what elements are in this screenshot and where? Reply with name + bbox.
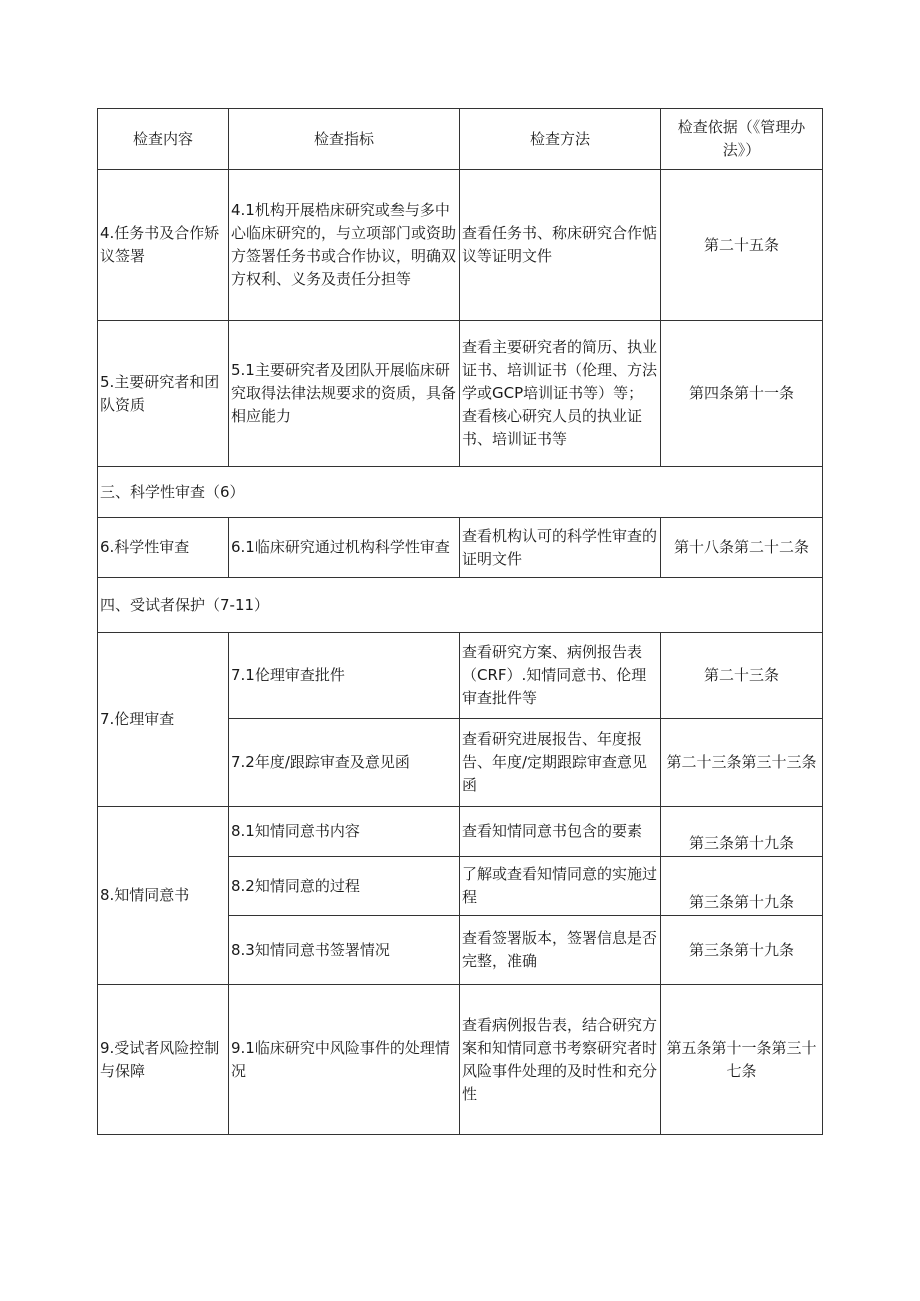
row-method: 查看病例报告表，结合研究方案和知情同意书考察研究者时风险事件处理的及时性和充分性 — [460, 985, 661, 1135]
table-row — [98, 321, 823, 467]
row-content: 5.主要研究者和团队资质 — [98, 321, 229, 467]
table-row — [98, 985, 823, 1135]
row-basis: 第三条第十九条 — [661, 857, 823, 916]
row-basis: 第二十三条 — [661, 633, 823, 719]
row-indicator: 5.1主要研究者及团队开展临床研究取得法律法规要求的资质，具备相应能力 — [229, 321, 460, 467]
section-4-title: 四、受试者保护（7-11） — [98, 578, 823, 633]
table-row — [98, 807, 823, 857]
row-basis: 第五条第十一条第三十七条 — [661, 985, 823, 1135]
row-indicator: 6.1临床研究通过机构科学性审查 — [229, 518, 460, 578]
header-content: 检查内容 — [98, 109, 229, 170]
section-3-title: 三、科学性审查（6） — [98, 467, 823, 518]
row-indicator: 8.2知情同意的过程 — [229, 857, 460, 916]
row-method: 查看研究进展报告、年度报告、年度/定期跟踪审查意见函 — [460, 719, 661, 807]
header-indicator: 检查指标 — [229, 109, 460, 170]
row-method: 查看任务书、称床研究合作惦议等证明文件 — [460, 170, 661, 321]
row-basis: 第三条第十九条 — [661, 916, 823, 985]
row-content: 8.知情同意书 — [98, 807, 229, 985]
row-method: 查看机构认可的科学性审查的证明文件 — [460, 518, 661, 578]
row-basis: 第四条第十一条 — [661, 321, 823, 467]
row-content: 9.受试者风险控制与保障 — [98, 985, 229, 1135]
table-row — [98, 170, 823, 321]
table-row — [98, 518, 823, 578]
row-indicator: 9.1临床研究中风险事件的处理情况 — [229, 985, 460, 1135]
table-header-row — [98, 109, 823, 170]
header-basis: 检查依据（《管理办法》） — [661, 109, 823, 170]
row-indicator: 7.2年度/跟踪审查及意见函 — [229, 719, 460, 807]
row-indicator: 8.1知情同意书内容 — [229, 807, 460, 857]
row-indicator: 8.3知情同意书签署情况 — [229, 916, 460, 985]
row-method: 查看签署版本，签署信息是否完整，准确 — [460, 916, 661, 985]
row-basis: 第三条第十九条 — [661, 807, 823, 857]
row-method: 查看主要研究者的简历、执业证书、培训证书（伦理、方法学或GCP培训证书等）等；查看核心研究人员的执业证书、培训证书等 — [460, 321, 661, 467]
header-method: 检查方法 — [460, 109, 661, 170]
row-basis: 第二十五条 — [661, 170, 823, 321]
row-basis: 第十八条第二十二条 — [661, 518, 823, 578]
row-indicator: 4.1机构开展梏床研究或叁与多中心临床研究的，与立项部门或资助方签署任务书或合作协议，明确双方权利、义务及责任分担等 — [229, 170, 460, 321]
inspection-table — [97, 108, 823, 1135]
row-content: 6.科学性审查 — [98, 518, 229, 578]
row-method: 了解或查看知情同意的实施过程 — [460, 857, 661, 916]
table-row — [98, 633, 823, 719]
section-heading-row — [98, 467, 823, 518]
row-content: 7.伦理审查 — [98, 633, 229, 807]
row-method: 查看知情同意书包含的要素 — [460, 807, 661, 857]
section-heading-row — [98, 578, 823, 633]
row-basis: 第二十三条第三十三条 — [661, 719, 823, 807]
row-content: 4.任务书及合作矫议签署 — [98, 170, 229, 321]
row-indicator: 7.1伦理审查批件 — [229, 633, 460, 719]
row-method: 查看研究方案、病例报告表（CRF）.知情同意书、伦理审查批件等 — [460, 633, 661, 719]
